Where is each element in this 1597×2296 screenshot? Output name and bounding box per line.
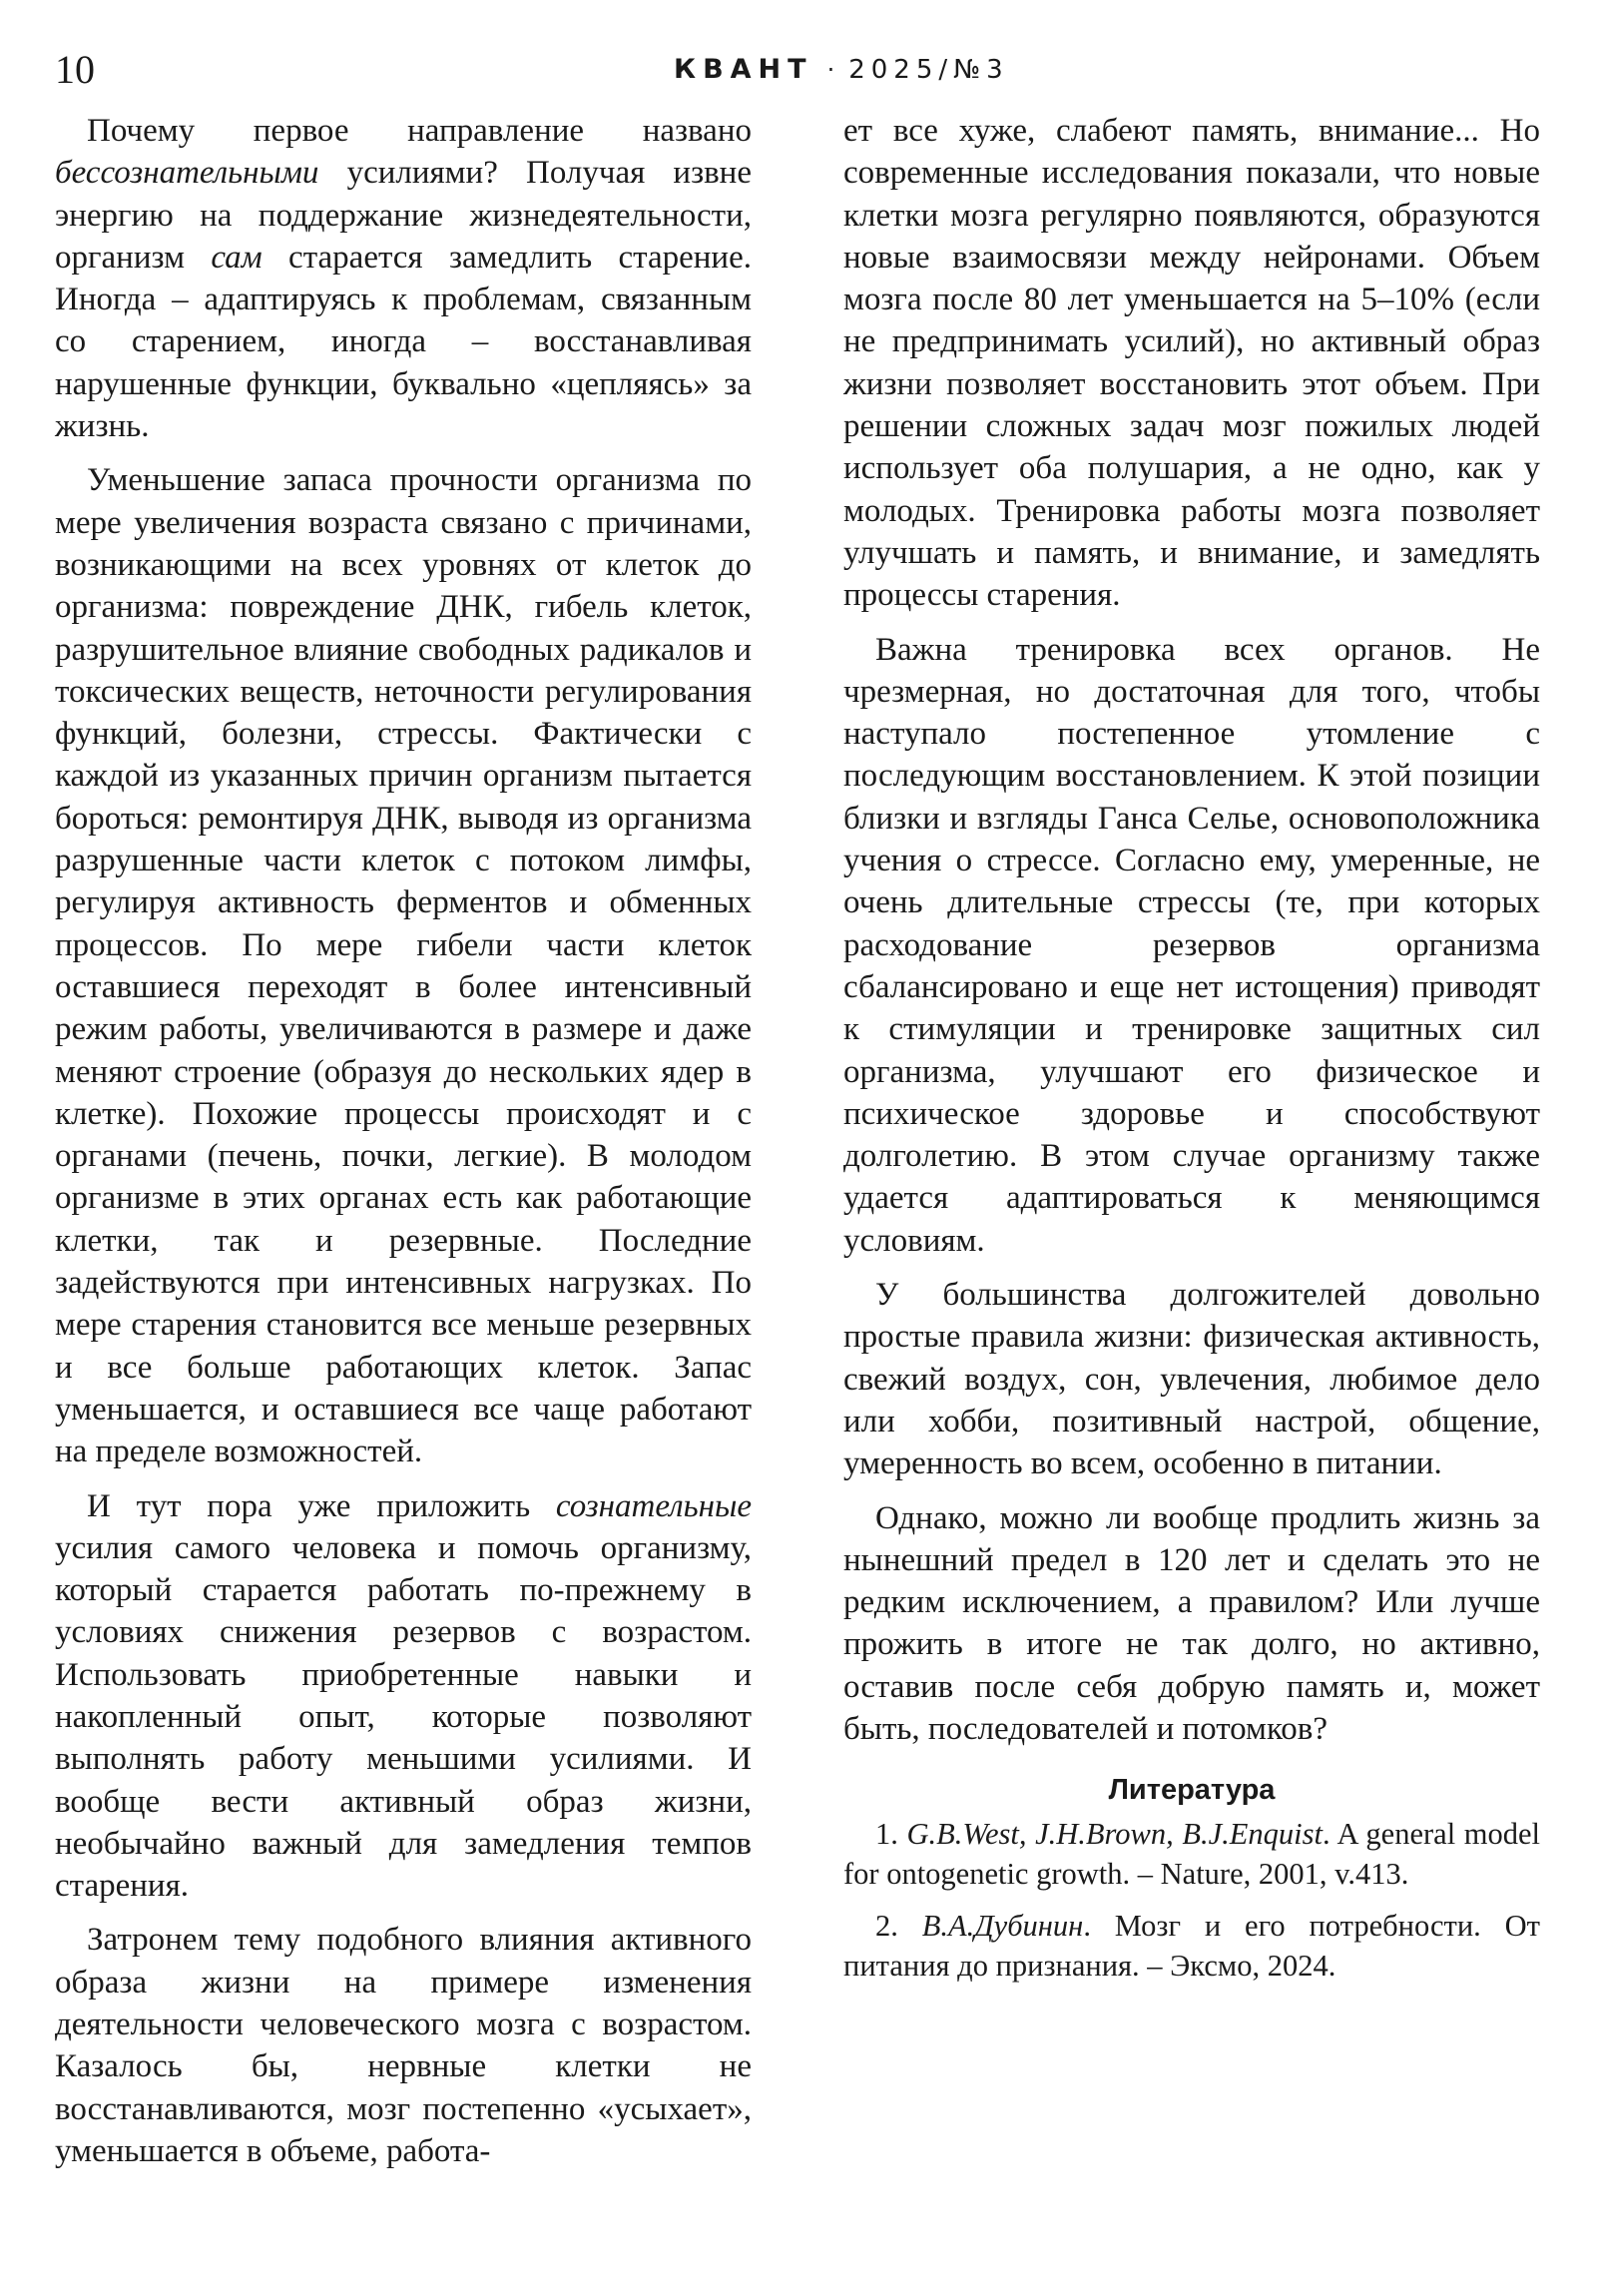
paragraph: Уменьшение запаса прочности организма по мере увеличения возраста связано с причинами, возникающими на всех уровнях от клеток до организма: повреждение ДНК, гибель клеток, разрушительное влияние свободных радикалов и токсических веществ, неточности регулирования функций, болезни, стрессы. Фактически с каждой из указанных причин организм пытается бороться: ремонтируя ДНК, выводя из организма разрушенные части клеток с потоком лимфы, регулируя активность ферментов и обменных процессов. По мере гибели части клеток оставшиеся переходят в более интенсивный режим работы, увеличиваются в размере и даже меняют строение (образуя до нескольких ядер в клетке). Похожие процессы происходят и с органами (печень, почки, легкие). В молодом организме в этих органах есть как работающие клетки, так и резервные. Последние задействуются при интенсивных нагрузках. По мере старения становится все меньше резервных и все больше работающих клеток. Запас уменьшается, и оставшиеся все чаще работают на пределе возможностей. [55, 462, 752, 1470]
references-title: Литература [1108, 1774, 1276, 1807]
paragraph: Почему первое направление названо бессознательными усилиями? Получая извне энергию на поддержание жизнедеятельности, организм сам старается замедлить старение. Иногда – адаптируясь к проблемам, связанным со старением, иногда – восстанавливая нарушенные функции, буквально «цепляясь» за жизнь. [55, 113, 752, 445]
right-column [843, 110, 1540, 1998]
page-number: 10 [55, 47, 95, 92]
paragraph: И тут пора уже приложить сознательные усилия самого человека и помочь организму, который старается работать по-прежнему в условиях снижения резервов с возрастом. Использовать приобретенные навыки и накопленный опыт, которые позволяют выполнять работу меньшими усилиями. И вообще вести активный образ жизни, необычайно важный для замедления темпов старения. [55, 1487, 752, 1905]
paragraph-continued: ет все хуже, слабеют память, внимание... Но современные исследования показали, что новые клетки мозга регулярно появляются, образуются новые взаимосвязи между нейронами. Объем мозга после 80 лет уменьшается на 5–10% (если не предпринимать усилий), но активный образ жизни позволяет восстановить этот объем. При решении сложных задач мозг пожилых людей использует оба полушария, а не одно, как у молодых. Тренировка работы мозга позволяет улучшать и память, и внимание, и замедлять процессы старения. [843, 113, 1540, 614]
journal-name: КВАНТ [674, 54, 813, 85]
masthead [674, 40, 1009, 104]
page-header [55, 40, 1542, 100]
paragraph: Затронем тему подобного влияния активного образа жизни на примере изменения деятельности человеческого мозга с возрастом. Казалось бы, нервные клетки не восстанавливаются, мозг постепенно «усыхает», уменьшается в объеме, работа- [55, 1922, 752, 2169]
paragraph: Важна тренировка всех органов. Не чрезмерная, но достаточная для того, чтобы наступало постепенное утомление с последующим восстановлением. К этой позиции близки и взгляды Ганса Селье, основоположника учения о стрессе. Согласно ему, умеренные, не очень длительные стрессы (те, при которых расходование резервов организма сбалансировано и еще нет истощения) приводят к стимуляции и тренировке защитных сил организма, улучшают его физическое и психическое здоровье и способствуют долголетию. В этом случае организму также удается адаптироваться к меняющимся условиям. [843, 631, 1540, 1259]
reference-item: 2. В.А.Дубинин. Мозг и его потребности. От питания до признания. – Эксмо, 2024. [843, 1909, 1540, 1984]
paragraph: У большинства долгожителей довольно простые правила жизни: физическая активность, свежий воздух, сон, увлечения, любимое дело или хобби, позитивный настрой, общение, умеренность во всем, особенно в питании. [843, 1277, 1540, 1482]
reference-item: 1. G.B.West, J.H.Brown, B.J.Enquist. A general model for ontogenetic growth. – Nature, 2001, v.413. [843, 1817, 1540, 1892]
masthead-separator: · [826, 56, 835, 84]
left-column [55, 110, 752, 2184]
issue-number: 2025/№3 [848, 55, 1009, 85]
paragraph: Однако, можно ли вообще продлить жизнь за нынешний предел в 120 лет и сделать это не редким исключением, а правилом? Или лучше прожить в итоге не так долго, но активно, оставив после себя добрую память и, может быть, последователей и потомков? [843, 1499, 1540, 1747]
